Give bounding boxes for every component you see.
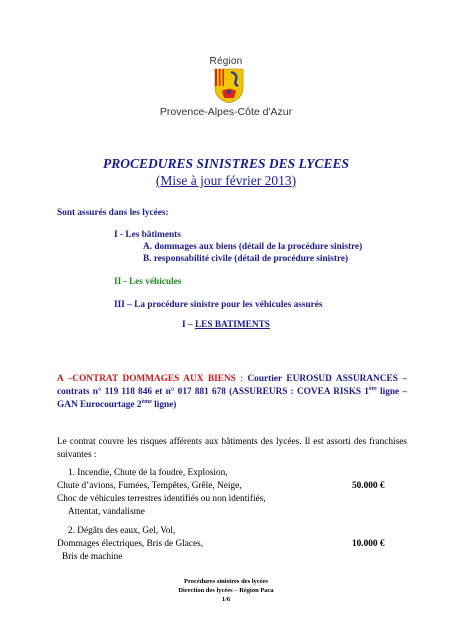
footer-department: Direction des lycées – Région Paca — [178, 587, 274, 594]
section-title: LES BATIMENTS — [194, 320, 270, 330]
page-title: PROCEDURES SINISTRES DES LYCEES — [103, 156, 349, 171]
logo-region-text: Région — [209, 56, 243, 67]
region-coat-of-arms-logo — [214, 68, 244, 104]
page-number: 1/6 — [221, 596, 231, 603]
franchise1-line3: Choc de véhicules terrestres identifiés ou non identifiés, — [57, 494, 266, 504]
toc-item-buildings: I - Les bâtiments — [114, 230, 181, 240]
section-heading — [0, 320, 452, 330]
franchise1-line4: Attentat, vandalisme — [68, 507, 145, 517]
toc-item-vehicles: II - Les véhicules — [114, 277, 182, 287]
coverage-paragraph: Le contrat couvre les risques afférents aux bâtiments des lycées. Il est assorti des franchises suivantes : — [57, 437, 407, 460]
franchise1-line1: 1. Incendie, Chute de la foudre, Explosion, — [68, 468, 228, 478]
toc-item-damage: A. dommages aux biens (détail de la procédure sinistre) — [143, 242, 363, 252]
toc-item-claim-procedure: III – La procédure sinistre pour les véhicules assurés — [114, 300, 323, 310]
section-prefix: I – — [182, 320, 195, 330]
contract-text-3: ligne) — [151, 400, 177, 410]
intro-heading: Sont assurés dans les lycées: — [57, 208, 169, 218]
contract-text-1: Courtier EUROSUD ASSURANCES – contrats n° 119 118 846 et n° 017 881 678 (ASSUREURS : COVEA RISKS 1 — [57, 374, 408, 397]
contract-block — [57, 373, 407, 412]
contract-text-2: ligne – GAN Eurocourtage 2 — [57, 387, 407, 410]
footer-title: Procédures sinistres des lycées — [184, 578, 268, 585]
toc-item-liability: B. responsabilité civile (détail de procédure sinistre) — [143, 254, 349, 264]
franchise1-line2: Chute d’avions, Fumées, Tempêtes, Grêle, Neige, — [57, 481, 242, 491]
contract-sup-2: ème — [141, 398, 152, 405]
franchise2-line1: 2. Dégâts des eaux, Gel, Vol, — [68, 526, 176, 536]
franchise2-amount: 10.000 € — [352, 539, 385, 549]
contract-label: A –CONTRAT DOMMAGES AUX BIENS — [57, 374, 236, 384]
franchise1-amount: 50.000 € — [352, 481, 385, 491]
contract-colon: : — [235, 374, 248, 384]
page-subtitle: (Mise à jour février 2013) — [155, 173, 297, 188]
franchise2-line3: Bris de machine — [62, 552, 123, 562]
franchise2-line2: Dommages électriques, Bris de Glaces, — [57, 539, 204, 549]
logo-caption: Provence-Alpes-Côte d'Azur — [159, 106, 293, 118]
contract-sup-1: ère — [368, 385, 377, 392]
